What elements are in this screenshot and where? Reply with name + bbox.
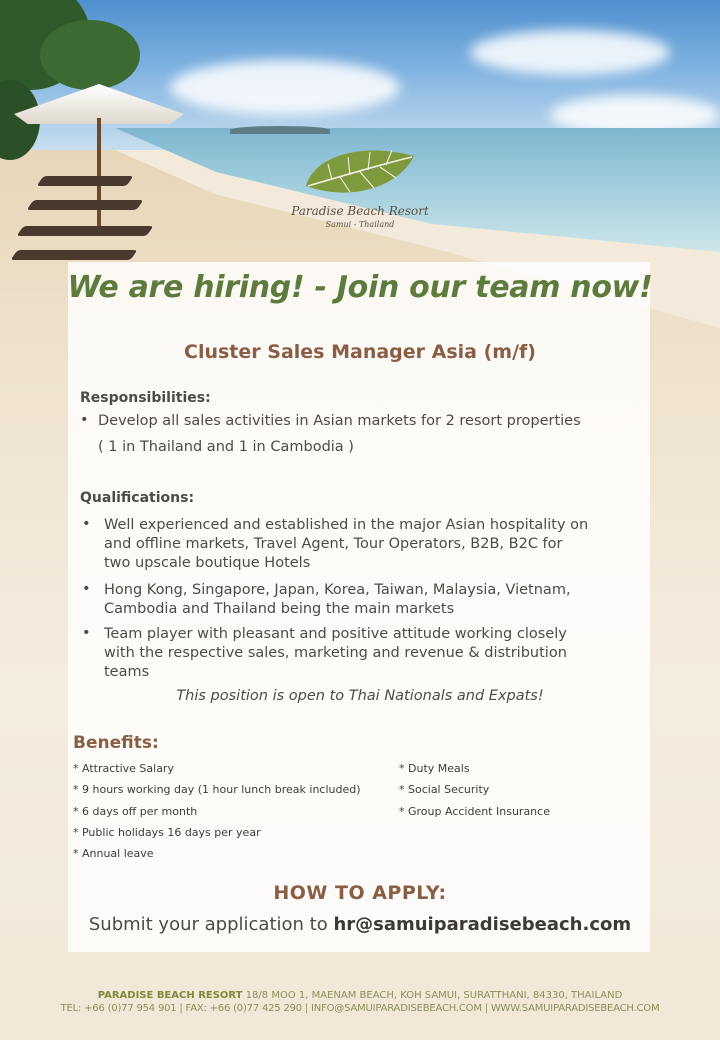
footer-contact: TEL: +66 (0)77 954 901 | FAX: +66 (0)77 425 290 | INFO@SAMUIPARADISEBEACH.COM | WWW.SAMUIPARADISEBEACH.COM — [60, 1003, 660, 1014]
resort-logo — [280, 146, 440, 229]
benefit-item: * Social Security — [399, 783, 490, 796]
job-title: Cluster Sales Manager Asia (m/f) — [184, 341, 536, 363]
benefit-item: * Attractive Salary — [73, 762, 174, 775]
responsibilities-heading: Responsibilities: — [80, 390, 211, 406]
footer-address-text: 18/8 MOO 1, MAENAM BEACH, KOH SAMUI, SURATTHANI, 84330, THAILAND — [242, 990, 623, 1001]
palm-tree — [40, 20, 140, 90]
qualifications-heading: Qualifications: — [80, 490, 195, 506]
sun-lounger — [26, 200, 143, 210]
responsibility-line: Develop all sales activities in Asian markets for 2 resort properties — [98, 413, 581, 429]
leaf-icon — [302, 146, 418, 200]
benefit-item: * Duty Meals — [399, 762, 470, 775]
benefits-heading: Benefits: — [73, 733, 159, 753]
qualification-line: and offline markets, Travel Agent, Tour Operators, B2B, B2C for — [104, 536, 563, 552]
cloud — [170, 60, 400, 115]
bullet-dot: • — [82, 581, 91, 597]
hiring-headline: We are hiring! - Join our team now! — [67, 270, 653, 305]
bullet-dot: • — [80, 412, 89, 428]
benefit-item: * Group Accident Insurance — [399, 805, 550, 818]
cloud — [470, 30, 670, 75]
benefit-item: * 9 hours working day (1 hour lunch break included) — [73, 783, 361, 796]
brand-name: Paradise Beach Resort — [291, 204, 429, 218]
island — [230, 126, 330, 134]
sun-lounger — [16, 226, 153, 236]
qualification-line: Hong Kong, Singapore, Japan, Korea, Taiwan, Malaysia, Vietnam, — [104, 582, 571, 598]
qualification-line: Well experienced and established in the major Asian hospitality on — [104, 517, 589, 533]
qualification-line: Cambodia and Thailand being the main markets — [104, 601, 455, 617]
bullet-dot: • — [82, 516, 91, 532]
sun-lounger — [36, 176, 133, 186]
footer-brand: PARADISE BEACH RESORT — [97, 990, 243, 1001]
apply-prefix: Submit your application to — [88, 914, 334, 935]
brand-location: Samui - Thailand — [325, 220, 395, 229]
eligibility-note: This position is open to Thai Nationals and Expats! — [176, 688, 544, 704]
benefit-item: * 6 days off per month — [73, 805, 198, 818]
apply-instruction — [0, 914, 720, 935]
qualification-line: two upscale boutique Hotels — [104, 555, 311, 571]
benefit-item: * Annual leave — [73, 847, 154, 860]
umbrella-pole — [97, 118, 101, 228]
sun-lounger — [10, 250, 137, 260]
qualification-line: teams — [104, 664, 150, 680]
footer-address — [0, 990, 720, 1001]
qualification-line: Team player with pleasant and positive attitude working closely — [104, 626, 567, 642]
responsibility-line: ( 1 in Thailand and 1 in Cambodia ) — [98, 439, 354, 455]
apply-email-link[interactable]: hr@samuiparadisebeach.com — [333, 914, 632, 935]
benefit-item: * Public holidays 16 days per year — [73, 826, 261, 839]
qualification-line: with the respective sales, marketing and revenue & distribution — [104, 645, 567, 661]
bullet-dot: • — [82, 625, 91, 641]
how-to-apply-heading: HOW TO APPLY: — [273, 882, 447, 904]
